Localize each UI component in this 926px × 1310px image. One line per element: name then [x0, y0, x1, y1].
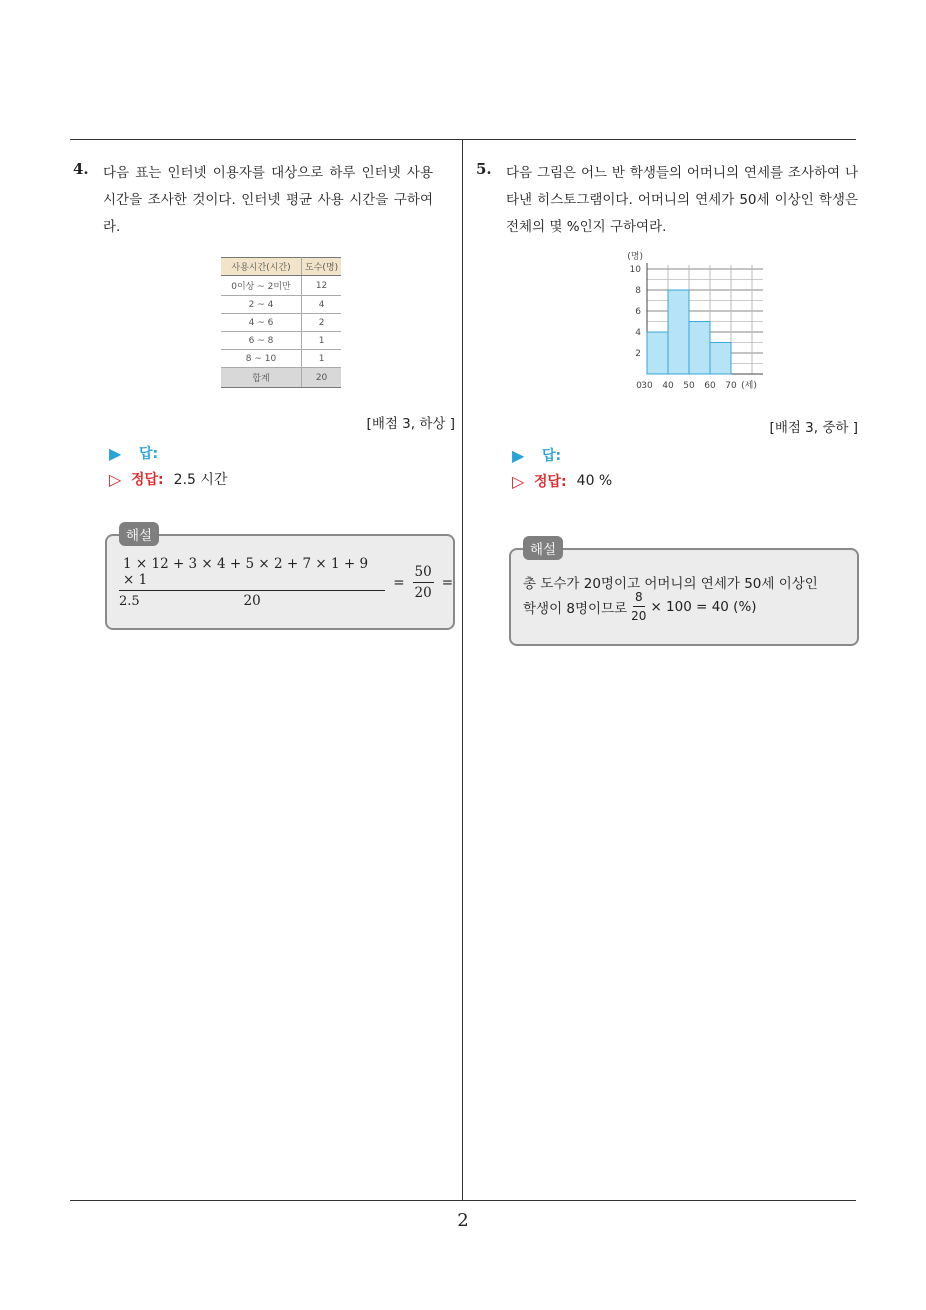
answer-label: 답:	[139, 446, 159, 462]
x-tick-label: 0	[636, 381, 642, 391]
histogram-bar	[689, 322, 710, 375]
table-cell: 4 ~ 6	[221, 314, 302, 332]
x-tick-label: 40	[662, 381, 674, 391]
solution-text: × 100 = 40 (%)	[650, 598, 757, 615]
table-cell: 4	[302, 296, 342, 314]
x-tick-label: 30	[641, 381, 653, 391]
table-cell: 1	[302, 350, 342, 368]
question-text: 다음 그림은 어느 반 학생들의 어머니의 연세를 조사하여 나타낸 히스토그램이다. 어머니의 연세가 50세 이상인 학생은 전체의 몇 %인지 구하여라.	[506, 165, 858, 235]
answer-area	[109, 440, 433, 492]
frequency-table-wrap	[221, 257, 433, 388]
play-icon: ▶	[512, 445, 525, 465]
table-row	[221, 276, 341, 296]
solution-formula	[119, 556, 453, 609]
question-4	[73, 160, 455, 492]
y-axis-label: (명)	[627, 252, 643, 262]
solution-text: 학생이 8명이므로	[523, 600, 628, 617]
question-text: 다음 표는 인터넷 이용자를 대상으로 하루 인터넷 사용 시간을 조사한 것이다. 인터넷 평균 사용 시간을 구하여라.	[103, 165, 433, 235]
fraction	[413, 564, 434, 601]
answer-label: 답:	[542, 448, 562, 464]
solution-box-q4	[105, 528, 455, 630]
denominator: 20	[414, 585, 432, 601]
table-row	[221, 350, 341, 368]
correct-value: 40 %	[576, 473, 613, 489]
y-tick-label: 4	[635, 328, 641, 338]
table-cell: 12	[302, 276, 342, 296]
table-cell: 0이상 ~ 2미만	[221, 276, 302, 296]
frequency-table	[221, 257, 341, 388]
y-tick-label: 2	[635, 349, 641, 359]
equals-sign: =	[441, 574, 453, 591]
correct-label: 정답:	[534, 474, 567, 490]
table-cell: 2	[302, 314, 342, 332]
column-divider	[462, 139, 463, 1201]
denominator: 20	[243, 593, 261, 609]
numerator: 8	[633, 590, 645, 607]
page-number: 2	[457, 1210, 469, 1231]
x-tick-label: 60	[704, 381, 716, 391]
y-tick-label: 10	[629, 265, 641, 275]
fraction	[119, 556, 385, 609]
table-header: 도수(명)	[302, 258, 342, 276]
histogram-bar	[647, 332, 668, 374]
outline-play-icon: ▷	[512, 471, 525, 491]
denominator: 20	[631, 609, 647, 623]
table-header: 사용시간(시간)	[221, 258, 302, 276]
solution-result: 2.5	[119, 594, 140, 609]
table-row	[221, 296, 341, 314]
table-cell: 합계	[221, 368, 302, 388]
x-tick-label: 70	[725, 381, 737, 391]
table-cell: 2 ~ 4	[221, 296, 302, 314]
y-tick-label: 8	[635, 286, 641, 296]
histogram-bar	[710, 343, 731, 375]
numerator: 50	[413, 564, 434, 583]
y-tick-label: 6	[635, 307, 641, 317]
question-number: 4.	[73, 160, 89, 178]
play-icon: ▶	[109, 443, 122, 463]
x-axis-label: (세)	[741, 381, 757, 391]
correct-label: 정답:	[131, 472, 164, 488]
answer-area	[512, 442, 612, 494]
correct-value: 2.5 시간	[173, 472, 228, 488]
score-label: [배점 3, 중하 ]	[769, 420, 858, 436]
bottom-rule	[70, 1200, 856, 1201]
score-label: [배점 3, 하상 ]	[366, 416, 455, 432]
table-cell: 6 ~ 8	[221, 332, 302, 350]
numerator: 1 × 12 + 3 × 4 + 5 × 2 + 7 × 1 + 9 × 1	[119, 556, 385, 591]
table-row	[221, 332, 341, 350]
solution-tag: 해설	[523, 536, 563, 560]
solution-box-q5	[509, 542, 859, 646]
question-number: 5.	[476, 160, 492, 178]
table-total-row	[221, 368, 341, 388]
table-cell: 1	[302, 332, 342, 350]
histogram-bar	[668, 290, 689, 374]
histogram-chart	[598, 244, 773, 394]
table-cell: 8 ~ 10	[221, 350, 302, 368]
equals-sign: =	[393, 574, 405, 591]
outline-play-icon: ▷	[109, 469, 122, 489]
question-5	[476, 160, 858, 241]
solution-line	[523, 590, 757, 623]
solution-tag: 해설	[119, 522, 159, 546]
table-row	[221, 314, 341, 332]
fraction	[631, 590, 646, 623]
top-rule	[70, 139, 856, 140]
solution-line: 총 도수가 20명이고 어머니의 연세가 50세 이상인	[523, 576, 818, 592]
table-cell: 20	[302, 368, 342, 388]
x-tick-label: 50	[683, 381, 695, 391]
